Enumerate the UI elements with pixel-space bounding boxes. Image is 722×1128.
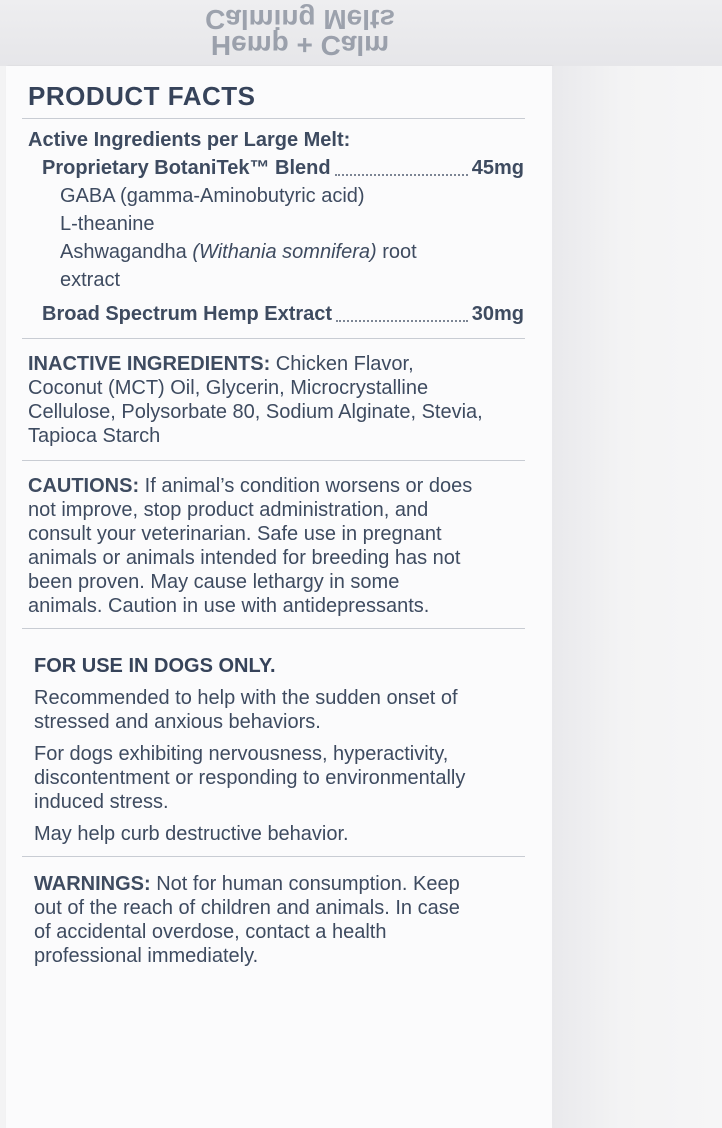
- blend-item-ashwagandha-cont: extract: [60, 269, 121, 291]
- leader-dots: [336, 320, 468, 322]
- divider: [22, 118, 525, 119]
- blend-item-ashwagandha: [28, 238, 524, 266]
- warnings-line: professional immediately.: [34, 945, 259, 967]
- active-ingredients-heading: Active Ingredients per Large Melt:: [28, 129, 351, 151]
- cautions-line: animals. Caution in use with antidepressants.: [28, 595, 430, 617]
- use-line: For dogs exhibiting nervousness, hyperactivity,: [34, 743, 449, 765]
- inactive-line: [28, 352, 524, 376]
- hemp-name: Broad Spectrum Hemp Extract: [42, 303, 333, 325]
- use-line: stressed and anxious behaviors.: [34, 711, 321, 733]
- cautions-text: If animal’s condition worsens or does: [139, 475, 473, 497]
- product-facts-title: PRODUCT FACTS: [28, 81, 256, 111]
- divider: [22, 856, 525, 857]
- ashwa-prefix: Ashwagandha: [60, 241, 193, 263]
- use-paragraph-2: [34, 742, 524, 814]
- use-paragraph-3: [34, 822, 524, 846]
- use-paragraph-1: [34, 686, 524, 734]
- warnings-label: WARNINGS:: [34, 873, 151, 895]
- blend-amount: 45mg: [471, 157, 524, 179]
- use-line: May help curb destructive behavior.: [34, 823, 349, 845]
- box-top-flap: [0, 0, 722, 66]
- divider: [22, 460, 525, 461]
- use-line: Recommended to help with the sudden onset of: [34, 687, 458, 709]
- warnings-line: out of the reach of children and animals. In case: [34, 897, 460, 919]
- use-line: induced stress.: [34, 791, 169, 813]
- use-section: [28, 636, 524, 846]
- inactive-line: Coconut (MCT) Oil, Glycerin, Microcrystalline: [28, 377, 429, 399]
- flap-text-line-2: Calming Melts: [205, 4, 395, 35]
- cautions-line: consult your veterinarian. Safe use in pregnant: [28, 523, 442, 545]
- ashwa-suffix: root: [376, 241, 417, 263]
- hemp-amount: 30mg: [471, 303, 524, 325]
- inactive-line: Tapioca Starch: [28, 425, 161, 447]
- blend-row: [28, 154, 524, 182]
- cautions-line: not improve, stop product administration, and: [28, 499, 429, 521]
- inactive-ingredients: [28, 346, 524, 448]
- warnings-line: of accidental overdose, contact a health: [34, 921, 387, 943]
- box-side-shadow: [552, 66, 722, 1128]
- leader-dots: [335, 174, 468, 176]
- blend-name: Proprietary BotaniTek™ Blend: [42, 157, 331, 179]
- cautions-line: animals or animals intended for breeding has not: [28, 547, 461, 569]
- use-line: discontentment or responding to environmentally: [34, 767, 466, 789]
- cautions-label: CAUTIONS:: [28, 475, 140, 497]
- warnings: [28, 864, 524, 968]
- blend-item-gaba: GABA (gamma-Aminobutyric acid): [60, 185, 365, 207]
- product-label: [28, 80, 524, 968]
- warnings-text: Not for human consumption. Keep: [150, 873, 460, 895]
- inactive-label: INACTIVE INGREDIENTS:: [28, 353, 271, 375]
- flap-text-line-1: Hemp + Calm: [210, 30, 390, 61]
- inactive-line: Cellulose, Polysorbate 80, Sodium Alginate, Stevia,: [28, 401, 483, 423]
- cautions-line: been proven. May cause lethargy in some: [28, 571, 400, 593]
- warnings-line: [34, 872, 524, 896]
- ashwa-latin: (Withania somnifera): [192, 241, 377, 263]
- flap-text: [80, 4, 520, 61]
- inactive-text: Chicken Flavor,: [270, 353, 414, 375]
- blend-item-theanine: L-theanine: [60, 213, 155, 235]
- divider: [22, 338, 525, 339]
- cautions-line: [28, 474, 524, 498]
- use-heading: FOR USE IN DOGS ONLY.: [34, 655, 276, 677]
- cautions: [28, 468, 524, 618]
- divider: [22, 628, 525, 629]
- hemp-row: [28, 300, 524, 328]
